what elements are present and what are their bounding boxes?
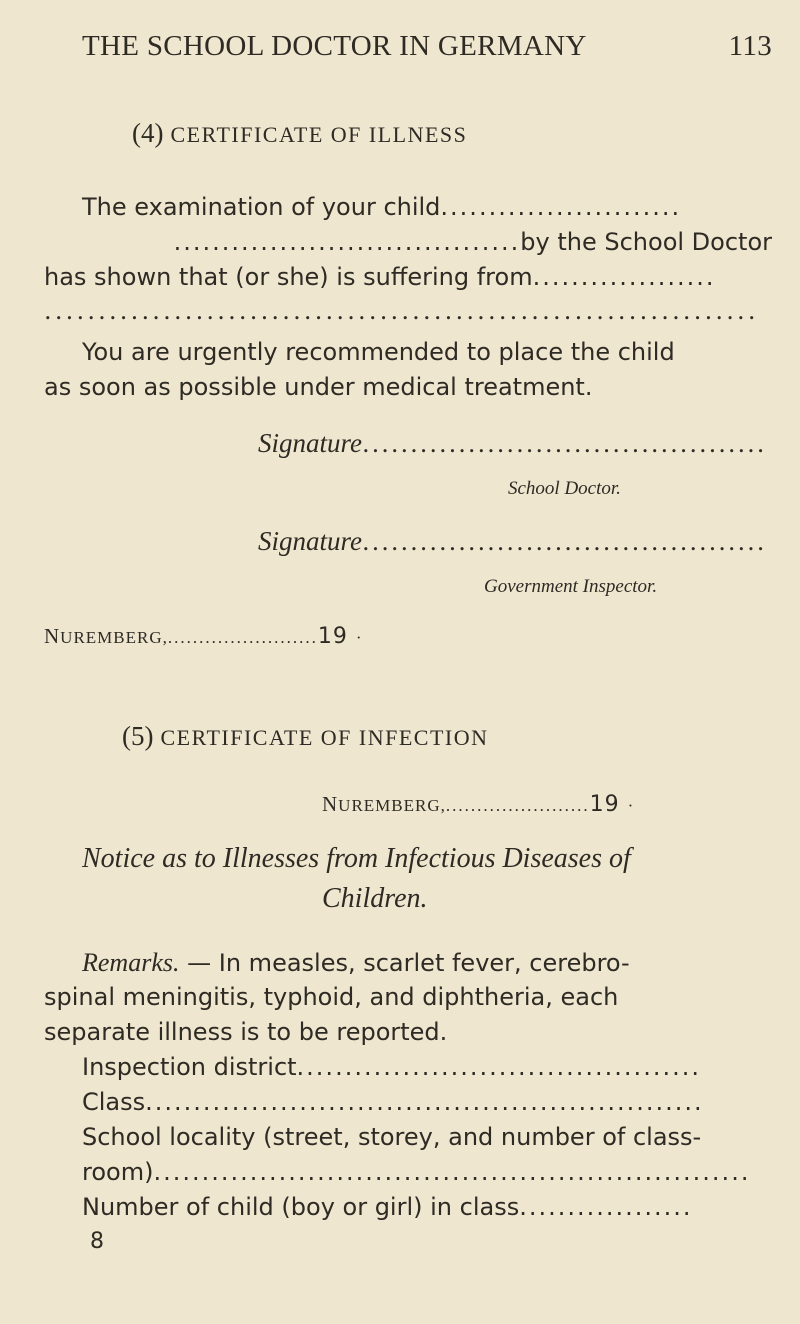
s4-line-3: has shown that (or she) is suffering from................... — [44, 263, 716, 291]
s4-place-rest: UREMBERG, — [60, 628, 168, 647]
signature-2-label: Signature — [258, 526, 362, 556]
signature-2-line: Signature.......................................... — [258, 526, 767, 556]
field-number-of-child-label: Number of child (boy or girl) in class — [82, 1193, 520, 1221]
section-5-heading — [122, 721, 489, 752]
section-4-heading — [132, 118, 467, 149]
section-5-number: (5) — [122, 721, 154, 751]
remarks-label: Remarks. — [82, 948, 180, 977]
field-class: Class.......................................................... — [82, 1088, 704, 1116]
field-class-label: Class — [82, 1088, 146, 1116]
remarks-line-1 — [82, 948, 630, 978]
signature-2-caption: Government Inspector. — [484, 576, 658, 597]
field-school-locality-label-2: room) — [82, 1158, 154, 1186]
running-head-title: THE SCHOOL DOCTOR IN GERMANY — [82, 30, 587, 62]
field-school-locality-line-2: room).............................................................. — [82, 1158, 751, 1186]
notice-line-2: Children. — [322, 883, 428, 914]
s4-place-date: NUREMBERG,........................19 · — [44, 624, 363, 649]
signature-1-caption: School Doctor. — [508, 478, 621, 499]
s4-line-2: ....................................by the School Doctor — [173, 228, 772, 256]
signature-1-line: Signature.......................................... — [258, 428, 767, 458]
s5-year: 19 — [589, 792, 620, 817]
s4-para2-line-1: You are urgently recommended to place the child — [82, 338, 675, 366]
section-4-title: CERTIFICATE OF ILLNESS — [170, 122, 468, 147]
field-inspection-district: Inspection district.......................................... — [82, 1053, 701, 1081]
remarks-line-3: separate illness is to be reported. — [44, 1018, 448, 1046]
s4-year: 19 — [317, 624, 348, 649]
s4-dotted-line: .................................................................. — [44, 297, 759, 325]
field-number-of-child: Number of child (boy or girl) in class.................. — [82, 1193, 693, 1221]
signature-1-label: Signature — [258, 428, 362, 458]
s4-line-1-text: The examination of your child — [82, 193, 441, 221]
s5-place-date: NUREMBERG,.......................19 · — [322, 792, 635, 817]
page-number: 113 — [728, 30, 772, 62]
s4-line-1: The examination of your child......................... — [82, 193, 682, 221]
section-4-number: (4) — [132, 118, 164, 148]
s5-place-initial: N — [322, 792, 339, 816]
s4-para2-line-2: as soon as possible under medical treatment. — [44, 373, 593, 401]
field-school-locality-line-1: School locality (street, storey, and number of class- — [82, 1123, 702, 1151]
remarks-dash: — — [187, 949, 212, 977]
section-5-title: CERTIFICATE OF INFECTION — [160, 725, 489, 750]
s4-place-initial: N — [44, 624, 61, 648]
field-inspection-district-label: Inspection district — [82, 1053, 297, 1081]
signature-mark: 8 — [90, 1229, 104, 1254]
remarks-line-1-text: In measles, scarlet fever, cerebro- — [218, 949, 630, 977]
remarks-line-2: spinal meningitis, typhoid, and diphtheria, each — [44, 983, 619, 1011]
notice-line-1: Notice as to Illnesses from Infectious Diseases of — [82, 843, 631, 874]
s4-line-2-text: by the School Doctor — [520, 228, 772, 256]
s4-line-3-text: has shown that (or she) is suffering from — [44, 263, 533, 291]
s5-place-rest: UREMBERG, — [338, 796, 446, 815]
